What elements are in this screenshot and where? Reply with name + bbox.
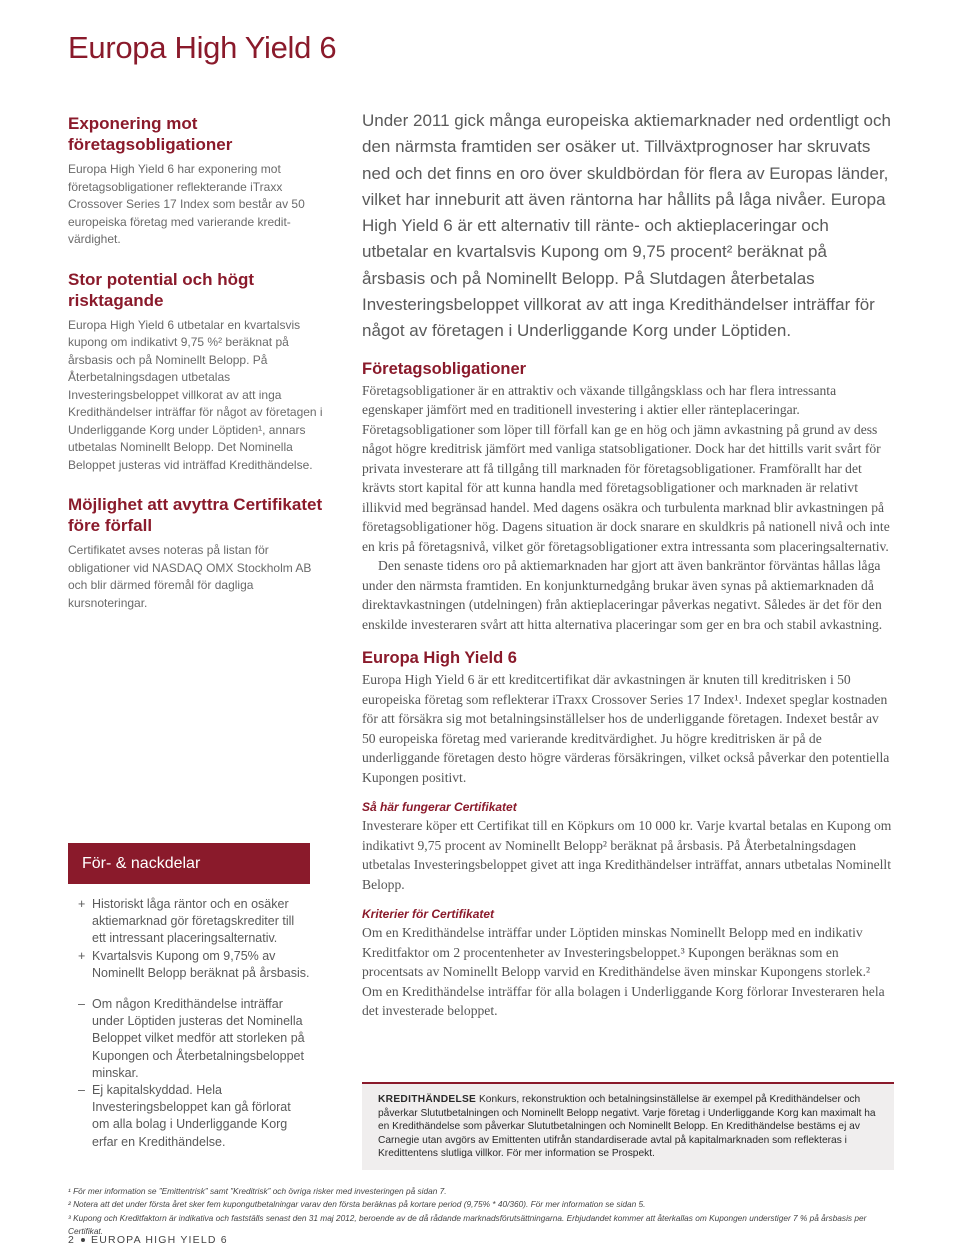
footnote: ¹ För mer information se ”Emittentrisk” samt ”Kreditrisk” och övriga risker med investeringen på sidan 7. xyxy=(68,1186,447,1196)
plus-icon: + xyxy=(78,948,86,963)
left-column xyxy=(68,113,330,632)
page-footer xyxy=(68,1234,228,1246)
section-potential xyxy=(68,269,330,475)
pros-cons-list xyxy=(68,896,310,1151)
corporate-bonds-paragraph: Företagsobligationer är en attraktiv och växande tillgångsklass och har flera intressanta egenskaper jämfört med en traditionell investering i aktier eller ränteplaceringar. Företagsobligationer som löper till förfall kan ge en hög och jämn avkastning på grund av dess något högre kreditrisk jämfört med vanliga statsobligationer. Dock har det hittills varit svårt för privata investerare att få tillgång till marknaden för företagsobligationer. Framförallt har det krävts stort kapital för att kunna handla med företagsobligationer och marknaden är relativt illikvid med begränsad handel. Med dagens osäkra och turbulenta marknad blir avkastningen på företagsobligationer hög. Dagens situation är dock snarare en skuldkris på nationell nivå och inte en kris på företagsnivå, vilket gör företagsobligationer extra intressanta som placeringsalternativ. xyxy=(362,382,890,554)
section-body: Certifikatet avses noteras på listan för obligationer vid NASDAQ OMX Stockholm AB och blir därmed föremål för dagliga kursnoteringar. xyxy=(68,543,312,610)
con-item xyxy=(68,996,310,1082)
right-column xyxy=(362,108,892,1021)
product-paragraph: Europa High Yield 6 är ett kreditcertifikat där avkastningen är knuten till kreditrisken i 50 europeiska företag som reflekterar iTraxx Crossover Series 17 Index¹. Indexet speglar kostnaden för att försäkra sig mot betalningsinställelser hos de underliggande företagen. Indexet består av 50 europeiska företag med varierande kreditvärdighet. Ju högre kreditrisken är på de underliggande företagen desto högre värderas försäkringen, vilket också påverkar den potentiella Kupongen positivt. xyxy=(362,672,890,785)
pros-cons-box xyxy=(68,843,310,1151)
minus-icon: – xyxy=(78,997,85,1012)
how-it-works-paragraph: Investerare köper ett Certifikat till en Köpkurs om 10 000 kr. Varje kvartal betalas en Kupong om indikativt 9,75 procent av Nominellt Belopp² beräknat på årsbasis. På Återbetalningsdagen utbetalas Investeringsbeloppet givet att inga Kredithändelser inträffat, annars utbetalas Nominellt Belopp. xyxy=(362,818,892,892)
corporate-bonds-paragraph-2: Den senaste tidens oro på aktiemarknaden har gjort att även bankräntor förväntas hållas låga under den närmsta framtiden. En konjunkturnedgång brukar även synas på aktiemarknaden då direktavkastningen (utdelningen) från aktieplaceringar påverkas negativt. Således är det för den enskilde investeraren svårt att hitta alternativa placeringar som ger en bra och stabil avkastning. xyxy=(362,558,883,632)
footer-title: EUROPA HIGH YIELD 6 xyxy=(91,1234,228,1246)
lead-paragraph: Under 2011 gick många europeiska aktiemarknader ned ordentligt och den närmsta framtiden ser osäker ut. Tillväxtprognoser har skruvats ned och det finns en oro över skuldbördan för flera av Europas länder, vilket har inneburit att även räntorna har hållits på låga nivåer. Europa High Yield 6 är ett alternativ till ränte- och aktieplaceringar och utbetalar en kvartalsvis Kupong om 9,75 procent² beräknat på årsbasis och på Nominellt Belopp. På Slutdagen återbetalas Investeringsbeloppet villkorat av att inga Kredithändelser inträffar för något av företagen i Underliggande Korg under Löptiden. xyxy=(362,111,891,341)
criteria-paragraph: Om en Kredithändelse inträffar under Löptiden minskas Nominellt Belopp med en indikativ Kreditfaktor om 2 procentenheter av Investeringsbeloppet.³ Kupongen beräknas som en procentsats av Nominellt Belopp varvid en Kredithändelse även minskar Kupongens storlek.² Om en Kredithändelse inträffar för alla bolagen i Underliggande Korg förlorar Investeraren hela det investerade beloppet. xyxy=(362,925,885,1019)
note-text: Konkurs, rekonstruktion och betalningsinställelse är exempel på Kredithändelser och påverkar Slututbetalningen och Nominellt Belopp negativt. Varje företag i Underliggande Korg kan maximalt ha en Kredithändelse som påverkar Slututbetalningen och Nominellt Belopp. En Kredithändelse bestäms ej av Carnegie utan avgörs av Emittenten utifrån standardiserade avtal på kapitalmarknaden som reflekteras i Kredittentens slutliga villkor. För mer information se Prospekt. xyxy=(378,1094,876,1159)
section-divest xyxy=(68,494,330,612)
section-heading: Stor potential och högt risktagande xyxy=(68,269,255,310)
con-item xyxy=(68,1082,310,1151)
section-exposure xyxy=(68,113,330,249)
bullet-icon xyxy=(81,1238,85,1242)
section-body: Europa High Yield 6 har exponering mot företagsobligationer reflekterande iTraxx Crossover Series 17 Index som består av 50 europeiska företag med varierande kredit-värdighet. xyxy=(68,162,305,246)
pro-item xyxy=(68,948,310,982)
pro-text: Historiskt låga räntor och en osäker aktiemarknad gör företagskrediter till ett intressant placeringsalternativ. xyxy=(92,897,295,946)
corporate-bonds-heading: Företagsobligationer xyxy=(362,359,527,378)
page-title: Europa High Yield 6 xyxy=(68,30,337,65)
footnote: ² Notera att det under första året sker fem kupongutbetalningar varav den första beräknas på kortare period (9,75% * 40/360). För mer information se sidan 5. xyxy=(68,1199,646,1210)
footnote: ³ Kupong och Kreditfaktorn är indikativa och fastställs senast den 31 maj 2012, beroende av de då rådande marknadsförutsättningarna. Erbjudandet kommer att återkallas om Kupongen understiger 7 % på årsbasis per Certifikat. xyxy=(68,1212,867,1236)
pro-text: Kvartalsvis Kupong om 9,75% av Nominellt Belopp beräknat på årsbasis. xyxy=(92,948,310,980)
con-text: Om någon Kredithändelse inträffar under Löptiden justeras det Nominella Beloppet vilket medför att storleken på Kupongen och Återbetalningsbeloppet minskar. xyxy=(92,997,305,1080)
how-it-works-heading: Så här fungerar Certifikatet xyxy=(362,800,517,815)
section-heading: Exponering mot företagsobligationer xyxy=(68,114,233,154)
page-number: 2 xyxy=(68,1234,76,1246)
product-heading: Europa High Yield 6 xyxy=(362,649,517,668)
section-body: Europa High Yield 6 utbetalar en kvartalsvis kupong om indikativt 9,75 %² beräknat på årsbasis och på Nominellt Belopp. På Återbetalningsdagen utbetalas Investeringsbeloppet villkorat av att inga Kredithändelser inträffar för något av företagen i Underliggande Korg under Löptiden¹, annars utbetalas Nominellt Belopp. Det Nominella Beloppet justeras vid inträffad Kredithändelse. xyxy=(68,317,323,472)
note-label: KREDITHÄNDELSE xyxy=(378,1094,477,1105)
pro-item xyxy=(68,896,310,948)
minus-icon: – xyxy=(78,1083,85,1098)
credit-event-note xyxy=(362,1082,894,1170)
footnotes xyxy=(68,1185,898,1238)
con-text: Ej kapitalskyddad. Hela Investeringsbeloppet kan gå förlorat om alla bolag i Underliggande Korg erfar en Kredithändelse. xyxy=(92,1083,291,1149)
plus-icon: + xyxy=(78,897,86,911)
criteria-heading: Kriterier för Certifikatet xyxy=(362,907,495,922)
pros-cons-title: För- & nackdelar xyxy=(68,843,310,884)
section-heading: Möjlighet att avyttra Certifikatet före förfall xyxy=(68,495,323,535)
